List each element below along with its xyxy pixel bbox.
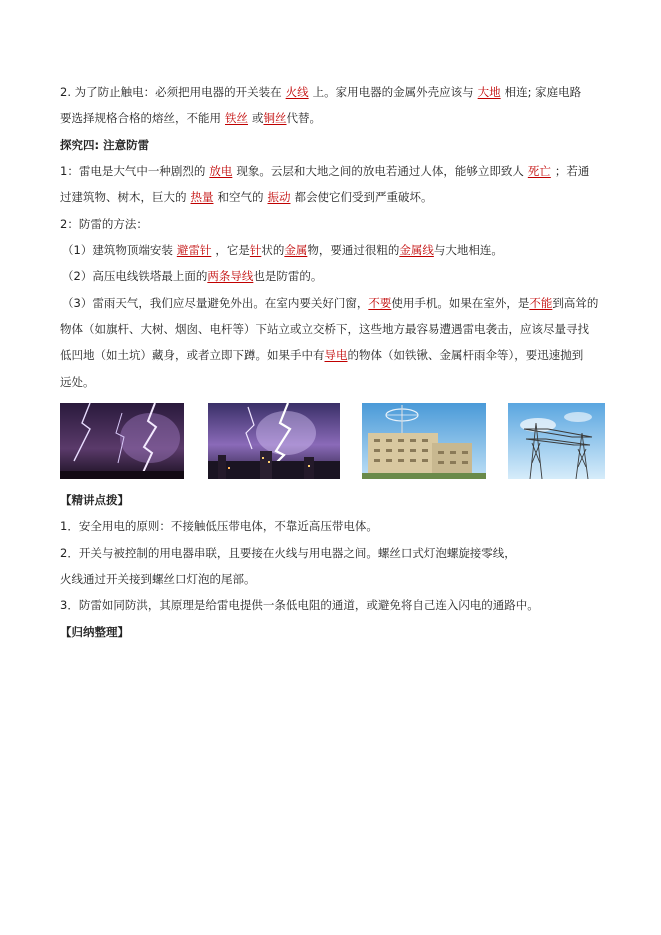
text: 相连; 家庭电路 [504, 85, 582, 99]
text: 低凹地（如土坑）藏身，或者立即下蹲。如果手中有 [60, 348, 325, 362]
sec2-line1 [60, 84, 605, 100]
method-1 [62, 242, 607, 258]
summary-title: 【归纳整理】 [60, 625, 129, 639]
answer-metal-wire: 金属线 [399, 243, 434, 257]
lightning-city-photo [208, 403, 340, 479]
answer-discharge: 放电 [209, 164, 233, 178]
text: （3）雷雨天气，我们应尽量避免外出。在室内要关好门窗， [62, 296, 369, 310]
text: （1）建筑物顶端安装 [62, 243, 173, 257]
text: 和空气的 [217, 190, 264, 204]
text: 现象。云层和大地之间的放电若通过人体，能够立即致人 [236, 164, 524, 178]
text: 与大地相连。 [433, 243, 503, 257]
keypoint-3: 3．防雷如同防洪，其原理是给雷电提供一条低电阻的通道，或避免将自己连入闪电的通路中。 [60, 598, 539, 612]
prevent-title: 2：防雷的方法： [60, 217, 148, 231]
text: 1：雷电是大气中一种剧烈的 [60, 164, 206, 178]
answer-copper-wire: 铜丝 [263, 111, 287, 125]
text: 也是防雷的。 [253, 269, 323, 283]
keypoint-2-cont: 火线通过开关接到螺丝口灯泡的尾部。 [60, 572, 256, 586]
method-3-line2: 物体（如旗杆、大树、烟囱、电杆等）下站立或立交桥下，这些地方最容易遭遇雷电袭击，应该尽量寻找 [60, 322, 589, 336]
building-lightning-rod-photo [362, 403, 486, 479]
keypoint-1: 1．安全用电的原则：不接触低压带电体，不靠近高压带电体。 [60, 519, 378, 533]
section-title-explore4: 探究四: 注意防雷 [60, 138, 150, 152]
text: 的物体（如铁锹、金属杆雨伞等），要迅速抛到 [347, 348, 584, 362]
sec2-line2 [60, 110, 605, 126]
text: 代替。 [286, 111, 321, 125]
text: 或 [252, 111, 264, 125]
lightning-field-photo [60, 403, 184, 479]
text: 到高耸的 [552, 296, 599, 310]
answer-lightning-rod: 避雷针 [176, 243, 212, 257]
photo-strip [60, 403, 605, 479]
power-tower-photo [508, 403, 605, 479]
text: ；若通 [554, 164, 590, 178]
method-2 [62, 268, 607, 284]
answer-two-wires: 两条导线 [207, 269, 254, 283]
answer-cannot: 不能 [529, 296, 553, 310]
answer-vibration: 振动 [267, 190, 291, 204]
answer-needle: 针 [249, 243, 262, 257]
text: 使用手机。如果在室外，是 [391, 296, 530, 310]
text: 都会使它们受到严重破坏。 [294, 190, 433, 204]
answer-fire-line: 火线 [285, 85, 309, 99]
text: 要选择规格合格的熔丝，不能用 [60, 111, 221, 125]
answer-earth: 大地 [477, 85, 501, 99]
answer-metal: 金属 [284, 243, 308, 257]
text: 状的 [261, 243, 285, 257]
answer-iron-wire: 铁丝 [225, 111, 248, 125]
answer-death: 死亡 [527, 164, 551, 178]
lightning-line1 [60, 163, 605, 179]
text: 2. 为了防止触电：必须把用电器的开关装在 [60, 85, 282, 99]
keypoints-title: 【精讲点拨】 [60, 493, 129, 507]
lightning-line2 [60, 189, 605, 205]
answer-do-not: 不要 [368, 296, 392, 310]
method-3-line4: 远处。 [60, 375, 95, 389]
answer-heat: 热量 [190, 190, 214, 204]
method-3-line1 [62, 295, 607, 311]
method-3-line3 [60, 347, 605, 363]
keypoint-2: 2．开关与被控制的用电器串联，且要接在火线与用电器之间。螺丝口式灯泡螺旋接零线， [60, 546, 516, 560]
answer-conductive: 导电 [324, 348, 348, 362]
text: （2）高压电线铁塔最上面的 [62, 269, 208, 283]
text: 物，要通过很粗的 [307, 243, 400, 257]
text: 上。家用电器的金属外壳应该与 [312, 85, 474, 99]
text: 过建筑物、树木，巨大的 [60, 190, 187, 204]
text: ，它是 [215, 243, 250, 257]
